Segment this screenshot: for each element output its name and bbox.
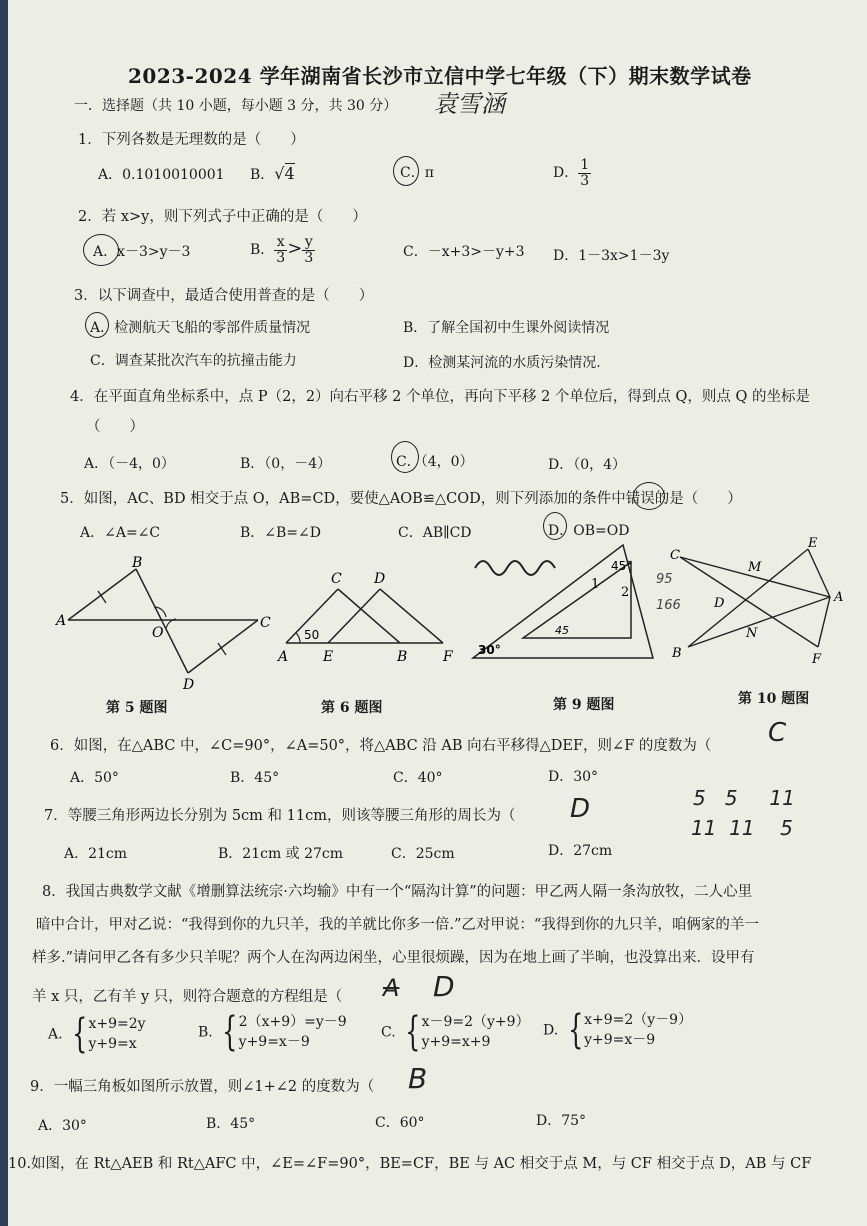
- scratch-95: 95: [656, 572, 673, 587]
- scratch-166: 166: [656, 598, 681, 613]
- angle-1-label: 1: [591, 577, 600, 592]
- q4-option-b: B．（0，－4）: [240, 456, 332, 472]
- q9-answer: B: [408, 1062, 428, 1095]
- scratch-q7: 5 5 11: [693, 786, 795, 810]
- q9-option-c: C．60°: [375, 1115, 425, 1131]
- angle-label: 50: [304, 628, 320, 642]
- angle-45-label: 45°: [611, 559, 633, 573]
- label-c: C: [670, 548, 680, 563]
- label-e: E: [808, 536, 818, 551]
- q3-option-c: C．调查某批次汽车的抗撞击能力: [90, 353, 297, 369]
- label-c: C: [331, 571, 342, 587]
- handwritten-45: 45: [555, 624, 569, 637]
- q8-stem-line3: 样多.”请问甲乙各有多少只羊呢？两个人在沟两边闲坐，心里很烦躁，因为在地上画了半晌，也没算出来．设甲有: [32, 950, 755, 966]
- line-cb: [338, 589, 400, 643]
- label-m: M: [748, 560, 762, 575]
- q8-stem: 8．我国古典数学文献《增删算法统宗·六均输》中有一个“隔沟计算”的问题：甲乙两人隔一条沟放牧，二人心里: [42, 884, 753, 900]
- q8-option-d: D. { x+9=2（y－9） y+9=x－9: [543, 1007, 693, 1054]
- q3-stem: 3．以下调查中，最适合使用普查的是（ ）: [74, 288, 374, 304]
- line-ea: [808, 549, 830, 597]
- caption-fig6: 第 6 题图: [321, 700, 383, 716]
- line-ba: [688, 597, 830, 647]
- q8-option-c: C. { x－9=2（y+9） y+9=x+9: [381, 1009, 530, 1056]
- caption-fig10: 第 10 题图: [738, 691, 810, 707]
- line-ab: [68, 569, 136, 620]
- line-bd: [136, 569, 188, 673]
- q3-option-b: B．了解全国初中生课外阅读情况: [403, 320, 610, 336]
- page-title: 2023-2024 学年湖南省长沙市立信中学七年级（下）期末数学试卷: [128, 64, 752, 88]
- q6-option-d: D．30°: [548, 769, 599, 785]
- q7-option-a: A．21cm: [64, 846, 128, 862]
- q7-stem: 7．等腰三角形两边长分别为 5cm 和 11cm，则该等腰三角形的周长为（: [44, 808, 516, 824]
- q5-option-b: B．∠B=∠D: [240, 525, 321, 541]
- figure-q5: [48, 555, 288, 695]
- angle-2-label: 2: [621, 585, 630, 600]
- q2-option-d: D．1－3x>1－3y: [553, 248, 670, 264]
- answer-circle: [633, 482, 665, 510]
- label-f: F: [812, 652, 822, 667]
- q1-option-a: A．0.1010010001: [98, 167, 225, 183]
- q9-option-a: A．30°: [38, 1118, 87, 1134]
- label-b: B: [397, 649, 408, 665]
- label-b: B: [132, 555, 143, 571]
- label-b: B: [672, 646, 682, 661]
- triangle-45-45: [523, 562, 631, 638]
- q8-stem-line4: 羊 x 只，乙有羊 y 只，则符合题意的方程组是（: [32, 989, 343, 1005]
- section-heading: 一．选择题（共 10 小题，每小题 3 分，共 30 分）: [74, 98, 398, 114]
- q8-option-a: A. { x+9=2y y+9=x: [48, 1011, 146, 1058]
- label-d: D: [374, 571, 386, 587]
- q3-option-a: A．检测航天飞船的零部件质量情况: [90, 320, 311, 336]
- q4-option-d: D．（0，4）: [548, 457, 627, 473]
- q6-option-b: B．45°: [230, 770, 280, 786]
- label-d: D: [714, 596, 725, 611]
- q9-option-d: D．75°: [536, 1113, 587, 1129]
- label-a: A: [278, 649, 289, 665]
- label-o: O: [152, 625, 164, 641]
- exam-paper: [8, 0, 867, 1226]
- angle-30-label: 30°: [478, 643, 501, 657]
- q6-option-c: C．40°: [393, 770, 443, 786]
- q7-option-c: C．25cm: [391, 846, 455, 862]
- label-n: N: [746, 626, 758, 641]
- q6-stem: 6．如图，在△ABC 中，∠C=90°，∠A=50°，将△ABC 沿 AB 向右平移得△DEF，则∠F 的度数为（: [50, 738, 712, 754]
- q7-answer: D: [570, 794, 591, 824]
- q4-option-c: C．（4，0）: [396, 454, 474, 470]
- label-a: A: [834, 590, 844, 605]
- q9-option-b: B．45°: [206, 1116, 256, 1132]
- label-d: D: [183, 677, 195, 693]
- angle-arc: [296, 633, 300, 643]
- q1-stem: 1．下列各数是无理数的是（ ）: [78, 132, 305, 148]
- label-f: F: [443, 649, 453, 665]
- figure-q9: [463, 540, 663, 665]
- line-fa: [818, 597, 830, 647]
- q4-stem: 4．在平面直角坐标系中，点 P（2，2）向右平移 2 个单位，再向下平移 2 个单位后，得到点 Q，则点 Q 的坐标是: [70, 389, 811, 405]
- q8-stem-line2: 暗中合计，甲对乙说：“我得到你的九只羊，我的羊就比你多一倍.”乙对甲说：“我得到你的九只羊，咱俩家的羊一: [36, 917, 759, 933]
- figure-q6: [268, 565, 468, 665]
- q1-option-b: B．√4: [250, 164, 295, 183]
- q8-option-b: B. { 2（x+9）=y－9 y+9=x－9: [198, 1009, 347, 1056]
- q8-answer-crossed: A: [383, 974, 400, 1002]
- caption-fig9: 第 9 题图: [553, 697, 615, 713]
- caption-fig5: 第 5 题图: [106, 700, 168, 716]
- q5-option-d: D．OB=OD: [548, 523, 630, 539]
- q4-stem-cont: （ ）: [86, 419, 144, 435]
- q1-option-c: C．π: [400, 165, 434, 181]
- q2-stem: 2．若 x>y，则下列式子中正确的是（ ）: [78, 209, 367, 225]
- q6-answer: C: [768, 718, 787, 748]
- figure-q10: [668, 535, 853, 670]
- q5-option-c: C．AB∥CD: [398, 525, 472, 541]
- q2-option-a: A．x－3>y－3: [93, 244, 191, 260]
- q6-option-a: A．50°: [70, 770, 119, 786]
- q3-option-d: D．检测某河流的水质污染情况.: [403, 355, 601, 371]
- line-df: [380, 589, 443, 643]
- label-a: A: [56, 613, 67, 629]
- scribble: [475, 561, 555, 575]
- q1-option-d: D． $\frac{1}{3}$: [553, 157, 590, 189]
- q2-option-c: C．－x+3>－y+3: [403, 244, 525, 260]
- q5-option-a: A．∠A=∠C: [80, 525, 161, 541]
- q4-option-a: A．（－4，0）: [84, 456, 175, 472]
- line-cd: [188, 620, 258, 673]
- handwritten-name: 袁雪涵: [433, 90, 505, 118]
- label-e: E: [323, 649, 334, 665]
- q8-answer: D: [433, 970, 455, 1003]
- q5-stem: 5．如图，AC、BD 相交于点 O，AB=CD，要使△AOB≌△COD，则下列添加的条件中错误的是（ ）: [60, 491, 742, 507]
- q7-option-b: B．21cm 或 27cm: [218, 846, 344, 862]
- line-ed: [328, 589, 380, 643]
- q10-stem: 10.如图，在 Rt△AEB 和 Rt△AFC 中，∠E=∠F=90°，BE=CF，BE 与 AC 相交于点 M，与 CF 相交于点 D，AB 与 CF: [8, 1156, 812, 1172]
- q7-option-d: D．27cm: [548, 843, 613, 859]
- q2-option-b: B． $\frac{x}{3}$ > $\frac{y}{3}$: [250, 234, 314, 266]
- q9-stem: 9．一幅三角板如图所示放置，则∠1+∠2 的度数为（: [30, 1079, 375, 1095]
- label-c: C: [260, 615, 271, 631]
- scratch-q7-row2: 11 11 5: [691, 816, 793, 840]
